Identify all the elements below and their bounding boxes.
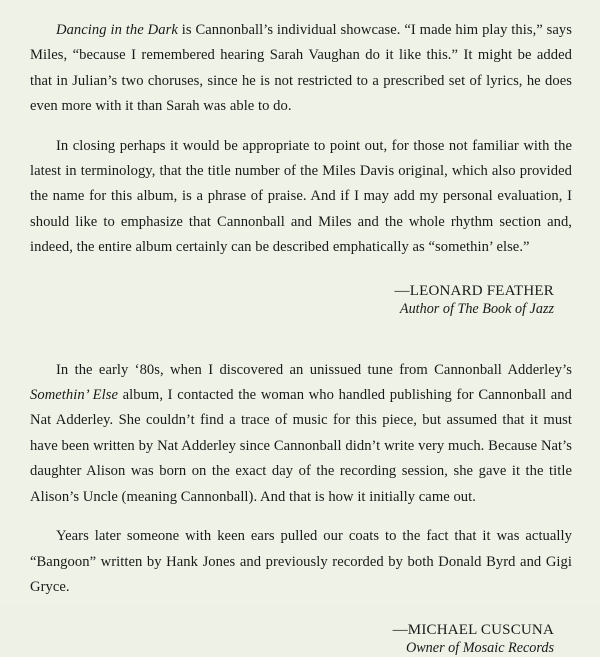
author-name: —LEONARD FEATHER	[394, 282, 554, 299]
author-name: —MICHAEL CUSCUNA	[392, 622, 554, 639]
paragraph-text-before-italic: In the early ‘80s, when I discovered an unissued tune from Cannonball Adderley’s	[56, 361, 572, 378]
album-track-title: Dancing in the Dark	[56, 22, 178, 38]
album-title-somethin-else: Somethin’ Else	[30, 387, 118, 404]
author-role: Owner of Mosaic Records	[405, 640, 554, 657]
role-prefix: Author of	[399, 300, 458, 317]
paragraph-early-80s	[30, 358, 572, 510]
section-divider-space	[30, 318, 572, 358]
signature-leonard-feather	[30, 283, 572, 318]
author-role	[30, 301, 554, 318]
paragraph-in-closing: In closing perhaps it would be appropriate to point out, for those not familiar with the latest in terminology, that the title number of the Miles Davis original, which also provided the name for this album, is a phrase of praise. And if I may add my personal evaluation, I should like to emphasize that Cannonball and Miles and the whole rhythm section and, indeed, the entire album certainly can be described emphatically as “somethin’ else.”	[30, 137, 572, 256]
paragraph-text: is Cannonball’s individual showcase. “I made him play this,” says Miles, “because I remembered hearing Sarah Vaughan do it like this.” It might be added that in Julian’s two choruses, since he is not restricted to a prescribed set of lyrics, he does even more with it than Sarah was able to do.	[30, 22, 573, 115]
signature-michael-cuscuna	[30, 622, 572, 657]
paragraph-years-later: Years later someone with keen ears pulled our coats to the fact that it was actually “Bangoon” written by Hank Jones and previously recorded by both Donald Byrd and Gigi Gryce.	[30, 528, 572, 595]
paragraph-dancing-in-the-dark	[30, 18, 572, 120]
section-michael-cuscuna	[30, 358, 572, 657]
book-title: The Book of Jazz	[457, 300, 554, 317]
paragraph-text-after-italic: album, I contacted the woman who handled publishing for Cannonball and Nat Adderley. She couldn’t find a trace of music for this piece, but assumed that it must have been written by Nat Adderley since Cannonball didn’t write very much. Because Nat’s daughter Alison was born on the exact day of the recording session, she gave it the title Alison’s Uncle (meaning Cannonball). And that is how it initially came out.	[30, 387, 572, 505]
section-leonard-feather	[30, 18, 572, 318]
